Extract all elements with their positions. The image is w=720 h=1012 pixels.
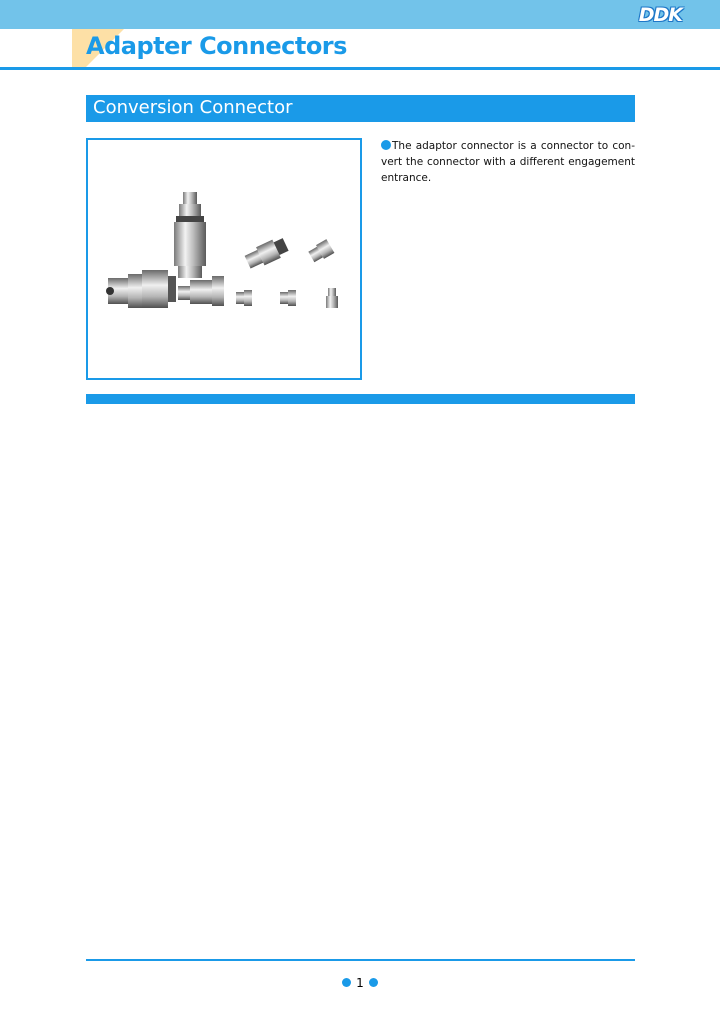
small-adapter-top [307, 239, 334, 264]
product-photo-frame [86, 138, 362, 380]
description-text: The adaptor connector is a connector to con-vert the connector with a different engagement entrance. [381, 140, 635, 184]
header-band [0, 0, 720, 29]
section-bottom-bar [86, 394, 635, 404]
section-description [381, 138, 635, 186]
small-adapter-3 [326, 288, 338, 308]
section-title: Conversion Connector [93, 97, 293, 118]
small-adapter-2 [280, 290, 296, 306]
page-title: Adapter Connectors [86, 32, 347, 60]
page-number [0, 976, 720, 990]
diagonal-adapter [243, 235, 290, 271]
title-rule [0, 67, 720, 70]
section-header [86, 95, 635, 122]
medium-adapter [178, 276, 224, 306]
ddk-logo: DDK [638, 4, 682, 26]
connectors-photo [88, 140, 360, 378]
footer-rule [86, 959, 635, 961]
page-number-text: 1 [356, 976, 364, 990]
title-accent [72, 29, 86, 67]
horizontal-bnc-adapter [106, 270, 176, 308]
dot-icon [342, 978, 351, 987]
dot-icon [369, 978, 378, 987]
bullet-icon [381, 140, 391, 150]
tall-adapter [174, 192, 206, 278]
small-adapter-1 [236, 290, 252, 306]
